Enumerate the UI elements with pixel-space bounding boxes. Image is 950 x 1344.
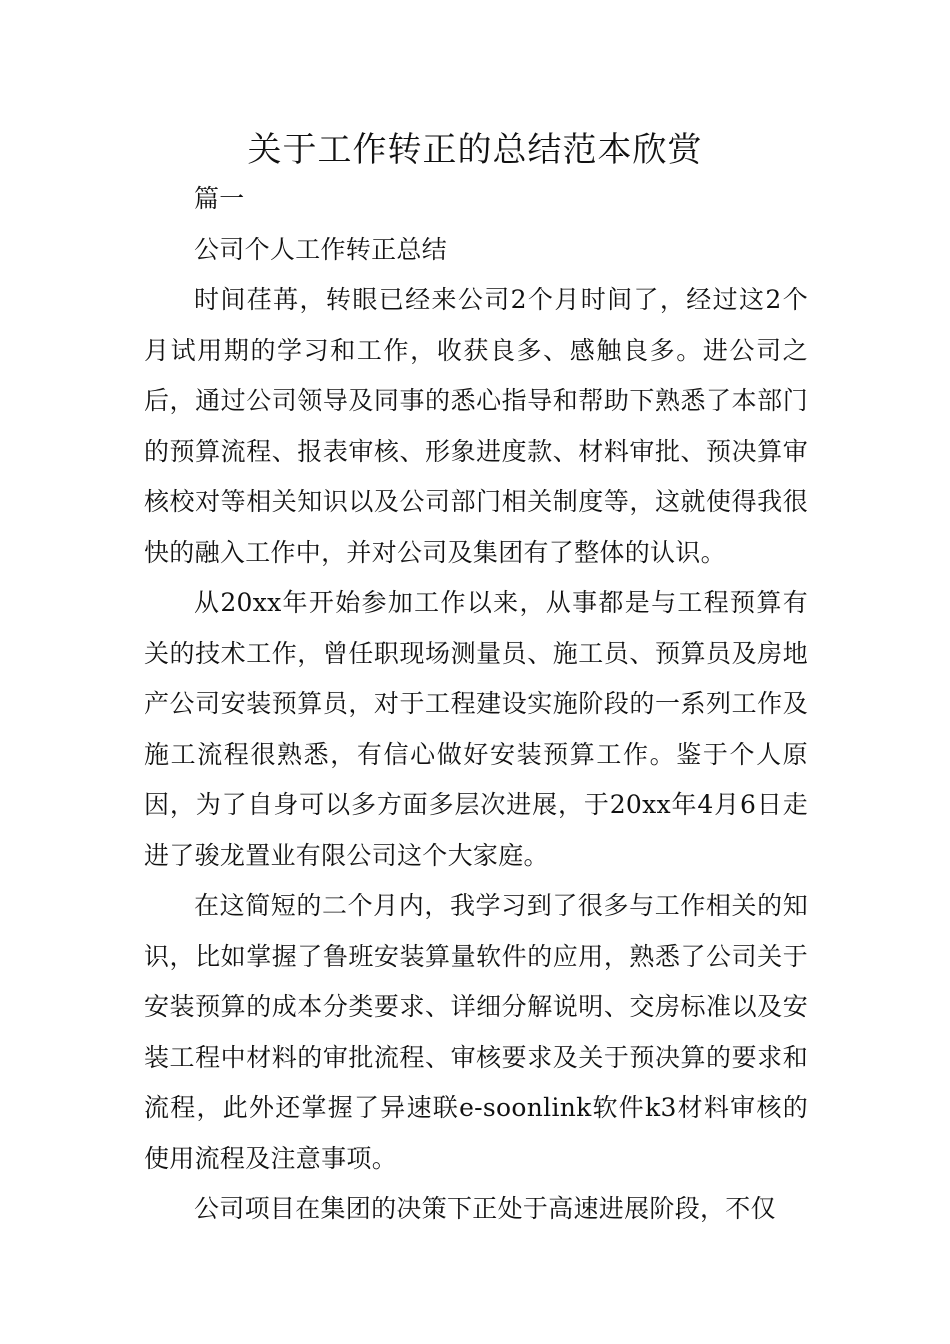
- paragraph-1: 时间荏苒，转眼已经来公司2个月时间了，经过这2个月试用期的学习和工作，收获良多、感触良多。进公司之后，通过公司领导及同事的悉心指导和帮助下熟悉了本部门的预算流程、报表审核、形象进度款、材料审批、预决算审核校对等相关知识以及公司部门相关制度等，这就使得我很快的融入工作中，并对公司及集团有了整体的认识。: [144, 285, 808, 567]
- paragraph-3: 在这简短的二个月内，我学习到了很多与工作相关的知识，比如掌握了鲁班安装算量软件的应用，熟悉了公司关于安装预算的成本分类要求、详细分解说明、交房标准以及安装工程中材料的审批流程、审核要求及关于预决算的要求和流程，此外还掌握了异速联e-soonlink软件k3材料审核的使用流程及注意事项。: [144, 891, 808, 1173]
- document-body: [144, 174, 808, 1235]
- document-subtitle: 公司个人工作转正总结: [194, 234, 448, 264]
- document-title: 关于工作转正的总结范本欣赏: [247, 130, 703, 170]
- paragraph-4: 公司项目在集团的决策下正处于高速进展阶段，不仅: [194, 1194, 776, 1223]
- section-label: 篇一: [194, 184, 245, 213]
- paragraph-2: 从20xx年开始参加工作以来，从事都是与工程预算有关的技术工作，曾任职现场测量员、施工员、预算员及房地产公司安装预算员，对于工程建设实施阶段的一系列工作及施工流程很熟悉，有信心做好安装预算工作。鉴于个人原因，为了自身可以多方面多层次进展，于20xx年4月6日走进了骏龙置业有限公司这个大家庭。: [144, 588, 808, 870]
